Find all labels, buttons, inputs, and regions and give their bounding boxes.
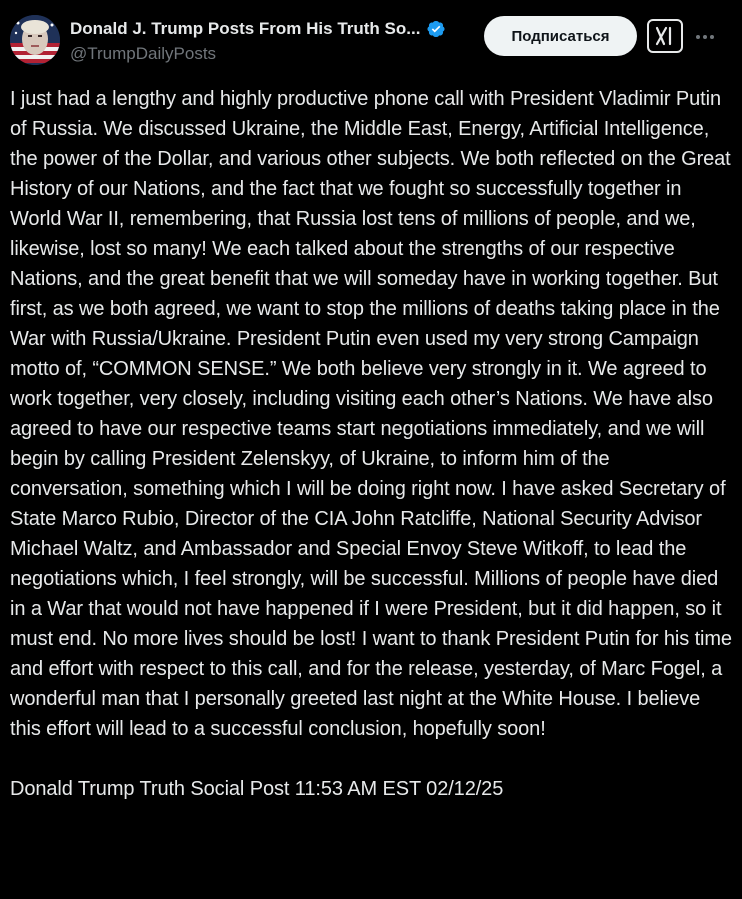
grok-button[interactable] [647, 19, 683, 53]
verified-badge-icon[interactable] [426, 19, 446, 39]
post-body-text: I just had a lengthy and highly productive phone call with President Vladimir Putin of Russia. We discussed Ukraine, the Middle East, Energy, Artificial Intelligence, the power of the Dollar, and various other subjects. We both reflected on the Great History of our Nations, and the fact that we fought so successfully together in World War II, remembering, that Russia lost tens of millions of people, and we, likewise, lost so many! We each talked about the strengths of our respective Nations, and the great benefit that we will someday have in working together. But first, as we both agreed, we want to stop the millions of deaths taking place in the War with Russia/Ukraine. President Putin even used my very strong Campaign motto of, “COMMON SENSE.” We both believe very strongly in it. We agreed to work together, very closely, including visiting each other’s Nations. We have also agreed to have our respective teams start negotiations immediately, and we will begin by calling President Zelenskyy, of Ukraine, to inform him of the conversation, something which I will be doing right now. I have asked Secretary of State Marco Rubio, Director of the CIA John Ratcliffe, National Security Advisor Michael Waltz, and Ambassador and Special Envoy Steve Witkoff, to lead the negotiations which, I feel strongly, will be successful. Millions of people have died in a War that would not have happened if I were President, but it did happen, so it must end. No more lives should be lost! I want to thank President Putin for his time and effort with respect to this call, and for the release, yesterday, of Marc Fogel, a wonderful man that I personally greeted last night at the White House. I believe this effort will lead to a successful conclusion, hopefully soon! Donald Trump Truth Social Post 11:53 AM EST 02/12/25 [10, 88, 732, 800]
post-header [0, 0, 742, 80]
author-display-name[interactable]: Donald J. Trump Posts From His Truth So... [70, 19, 421, 38]
avatar[interactable] [10, 15, 60, 65]
author-handle[interactable]: @TrumpDailyPosts [70, 44, 217, 63]
avatar-image [10, 15, 60, 65]
author-name-row [70, 18, 446, 40]
more-icon [695, 34, 715, 40]
subscribe-button[interactable]: Подписаться [484, 16, 637, 56]
grok-icon [653, 25, 677, 47]
more-options-button[interactable] [692, 24, 718, 50]
